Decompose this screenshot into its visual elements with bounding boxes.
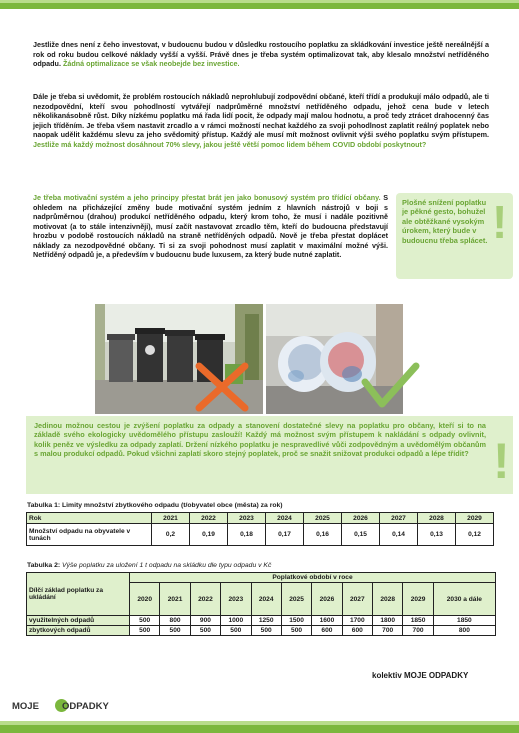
- table-header-cell: Rok: [27, 513, 152, 524]
- table-header-cell: 2029: [456, 513, 494, 524]
- table-cell: 0,12: [456, 524, 494, 546]
- table-header-row: [27, 573, 496, 583]
- table-cell: 500: [130, 626, 160, 636]
- table-header-cell: 2022: [190, 583, 220, 616]
- table-header-cell: 2021: [160, 583, 190, 616]
- table-header-cell: 2024: [251, 583, 281, 616]
- table-cell: 600: [342, 626, 372, 636]
- table-header-row: [27, 513, 494, 524]
- table-cell: 0,15: [342, 524, 380, 546]
- table-cell: 0,13: [418, 524, 456, 546]
- table-cell: 500: [281, 626, 311, 636]
- table-cell: 1600: [312, 616, 342, 626]
- table-landfill-fees: [26, 572, 496, 636]
- table2-caption-text: Výše poplatku za uložení 1 t odpadu na skládku dle typu odpadu v Kč: [60, 562, 272, 569]
- table1-caption-label: Tabulka 1:: [27, 502, 61, 509]
- side-callout-text: Plošné snížení poplatku je pěkné gesto, bohužel ale obtěžkané vysokým úrokem, který bude v budoucnu třeba splácet.: [402, 198, 488, 245]
- table-cell: 500: [221, 626, 251, 636]
- table-cell: 600: [312, 626, 342, 636]
- table-header-cell: 2028: [418, 513, 456, 524]
- table-cell: 1800: [373, 616, 403, 626]
- cross-icon: [195, 362, 249, 412]
- checkmark-icon: [360, 360, 420, 412]
- table-header-cell: 2024: [266, 513, 304, 524]
- table-header-cell: 2023: [221, 583, 251, 616]
- table-cell: 0,2: [152, 524, 190, 546]
- table-header-cell: 2025: [281, 583, 311, 616]
- table2-caption-label: Tabulka 2:: [27, 562, 61, 569]
- table-cell: 0,18: [228, 524, 266, 546]
- table-cell: 900: [190, 616, 220, 626]
- table-row-label: využitelných odpadů: [27, 616, 130, 626]
- table-cell: 1850: [403, 616, 433, 626]
- table-header-cell: 2023: [228, 513, 266, 524]
- table-row: [27, 524, 494, 546]
- table-corner-label: Dílčí základ poplatku za ukládání: [27, 573, 130, 616]
- paragraph-motivation-text: S ohledem na přicházející změny bude motivační systém jedním z hlavních nástrojů v boji s nadprůměrnou (drahou) produkcí netříděného odpadu, který krom toho, že musí i nadále pozitivně motivovat (a to stále intenzivněji), musí začít nastavovat zrcadlo těm, kteří do budoucna představují hrozbu v podobě rostoucích nákladů na straně netříděných odpadů. Nově je třeba přestat doplácet náklady za nezodpovědné občany. Ti si za svoji pohodnost musí zaplatit v maximální možné výši. Netříděný odpadů je, a především v budoucnu bude luxusem, za který bude nutné zaplatit.: [33, 193, 388, 259]
- table-cell: 500: [130, 616, 160, 626]
- table1-caption: [27, 502, 283, 509]
- paragraph-responsibility-highlight: Jestliže má každý možnost dosáhnout 70% slevy, jakou ještě větší pomoc lidem během COVID období poskytnout?: [33, 139, 427, 149]
- table-row-label: zbytkových odpadů: [27, 626, 130, 636]
- table-cell: 0,14: [380, 524, 418, 546]
- table-cell: 1850: [433, 616, 495, 626]
- paragraph-investment-text: Jestliže dnes není z čeho investovat, v budoucnu budou v důsledku rostoucího poplatku za skládkování investice ještě nereálnější a rok od roku budou celkové náklady vyšší a vyšší. Právě dnes je třeba systém optimalizovat tak, aby klesalo množství netříděného odpadu.: [33, 40, 489, 68]
- table-header-cell: 2026: [312, 583, 342, 616]
- table-cell: 0,19: [190, 524, 228, 546]
- table1-caption-text: Limity množství zbytkového odpadu (t/obyvatel obce (města) za rok): [60, 502, 283, 509]
- table-cell: 1000: [221, 616, 251, 626]
- table-cell: 0,16: [304, 524, 342, 546]
- table-header-cell: 2028: [373, 583, 403, 616]
- table2-caption: [27, 562, 271, 569]
- table-waste-limits: [26, 512, 494, 546]
- table-header-cell: 2022: [190, 513, 228, 524]
- table-cell: 800: [433, 626, 495, 636]
- table-row: [27, 626, 496, 636]
- table-cell: 700: [373, 626, 403, 636]
- paragraph-investment-highlight: Žádná optimalizace se však neobejde bez investice.: [62, 59, 240, 68]
- main-callout: [26, 416, 513, 494]
- bottom-banner-highlight: [0, 721, 519, 725]
- table-cell: 700: [403, 626, 433, 636]
- table-cell: 500: [251, 626, 281, 636]
- table-header-cell: 2027: [342, 583, 372, 616]
- main-callout-text: Jedinou možnou cestou je zvýšení poplatku za odpady a stanovení dostatečné slevy na poplatku pro občany, kteří si to na základě svého ekologicky uvědomělého přístupu zaslouží! Každý má možnost svým přístupem k nakládání s odpady ovlivnit, kolik peněz ve výsledku za odpady zaplatí. Držení nízkého poplatku je nespravedlivé vůči zodpovědným a uvědomělým občanům s malou produkcí odpadů. Pokud všichni zaplatí skoro stejný poplatek, proč se snažit snižovat produkci odpadů a lépe třídit?: [34, 421, 486, 459]
- table-header-cell: 2030 a dále: [433, 583, 495, 616]
- table-span-header: Poplatkové období v roce: [130, 573, 496, 583]
- table-row: [27, 616, 496, 626]
- table-row-label: Množství odpadu na obyvatele v tunách: [27, 524, 152, 546]
- exclamation-icon: !: [493, 433, 510, 489]
- table-header-cell: 2026: [342, 513, 380, 524]
- table-cell: 800: [160, 616, 190, 626]
- table-cell: 1500: [281, 616, 311, 626]
- table-header-cell: 2025: [304, 513, 342, 524]
- table-header-cell: 2027: [380, 513, 418, 524]
- table-cell: 1250: [251, 616, 281, 626]
- logo-word-moje: MOJE: [12, 701, 39, 712]
- logo-word-odpadky: ODPADKY: [62, 701, 109, 712]
- paragraph-investment: [33, 40, 489, 69]
- paragraph-motivation-highlight: Je třeba motivační systém a jeho principy přestat brát jen jako bonusový systém pro třídící občany.: [33, 193, 381, 202]
- table-cell: 500: [190, 626, 220, 636]
- side-callout: [396, 193, 513, 279]
- table-cell: 1700: [342, 616, 372, 626]
- table-header-cell: 2021: [152, 513, 190, 524]
- table-cell: 0,17: [266, 524, 304, 546]
- exclamation-icon: !: [492, 196, 508, 248]
- table-header-cell: 2029: [403, 583, 433, 616]
- table-header-cell: 2020: [130, 583, 160, 616]
- top-banner-highlight: [0, 0, 519, 3]
- table-cell: 500: [160, 626, 190, 636]
- paragraph-responsibility-text: Dále je třeba si uvědomit, že problém rostoucích nákladů neprohlubují zodpovědní občané, kteří třídí a produkují málo odpadů, ale ti nezodpovědní, kteří svou pohodlností vytvářejí nadprůměrné množství netříděného odpadu, jehož cena bude v letech několikanásobně růst. Díky nízkému poplatku má řada lidí pocit, že odpady mají malou hodnotu, a proč tedy ztrácet drahocenný čas jejich tříděním. Je třeba všem nastavit zrcadlo a v rámci možností nechat každého za svoji pohodlnost zaplatit reálný poplatek nebo naopak udělit každému slevu za jeho svědomitý přístup. Každý ale musí mít možnost ovlivnit výši svého poplatku svým přístupem.: [33, 92, 489, 139]
- author-signature: kolektiv MOJE ODPADKY: [372, 671, 469, 680]
- paragraph-responsibility: [33, 92, 489, 149]
- bottom-banner: [0, 721, 519, 733]
- top-banner: [0, 0, 519, 9]
- paragraph-motivation: [33, 193, 388, 260]
